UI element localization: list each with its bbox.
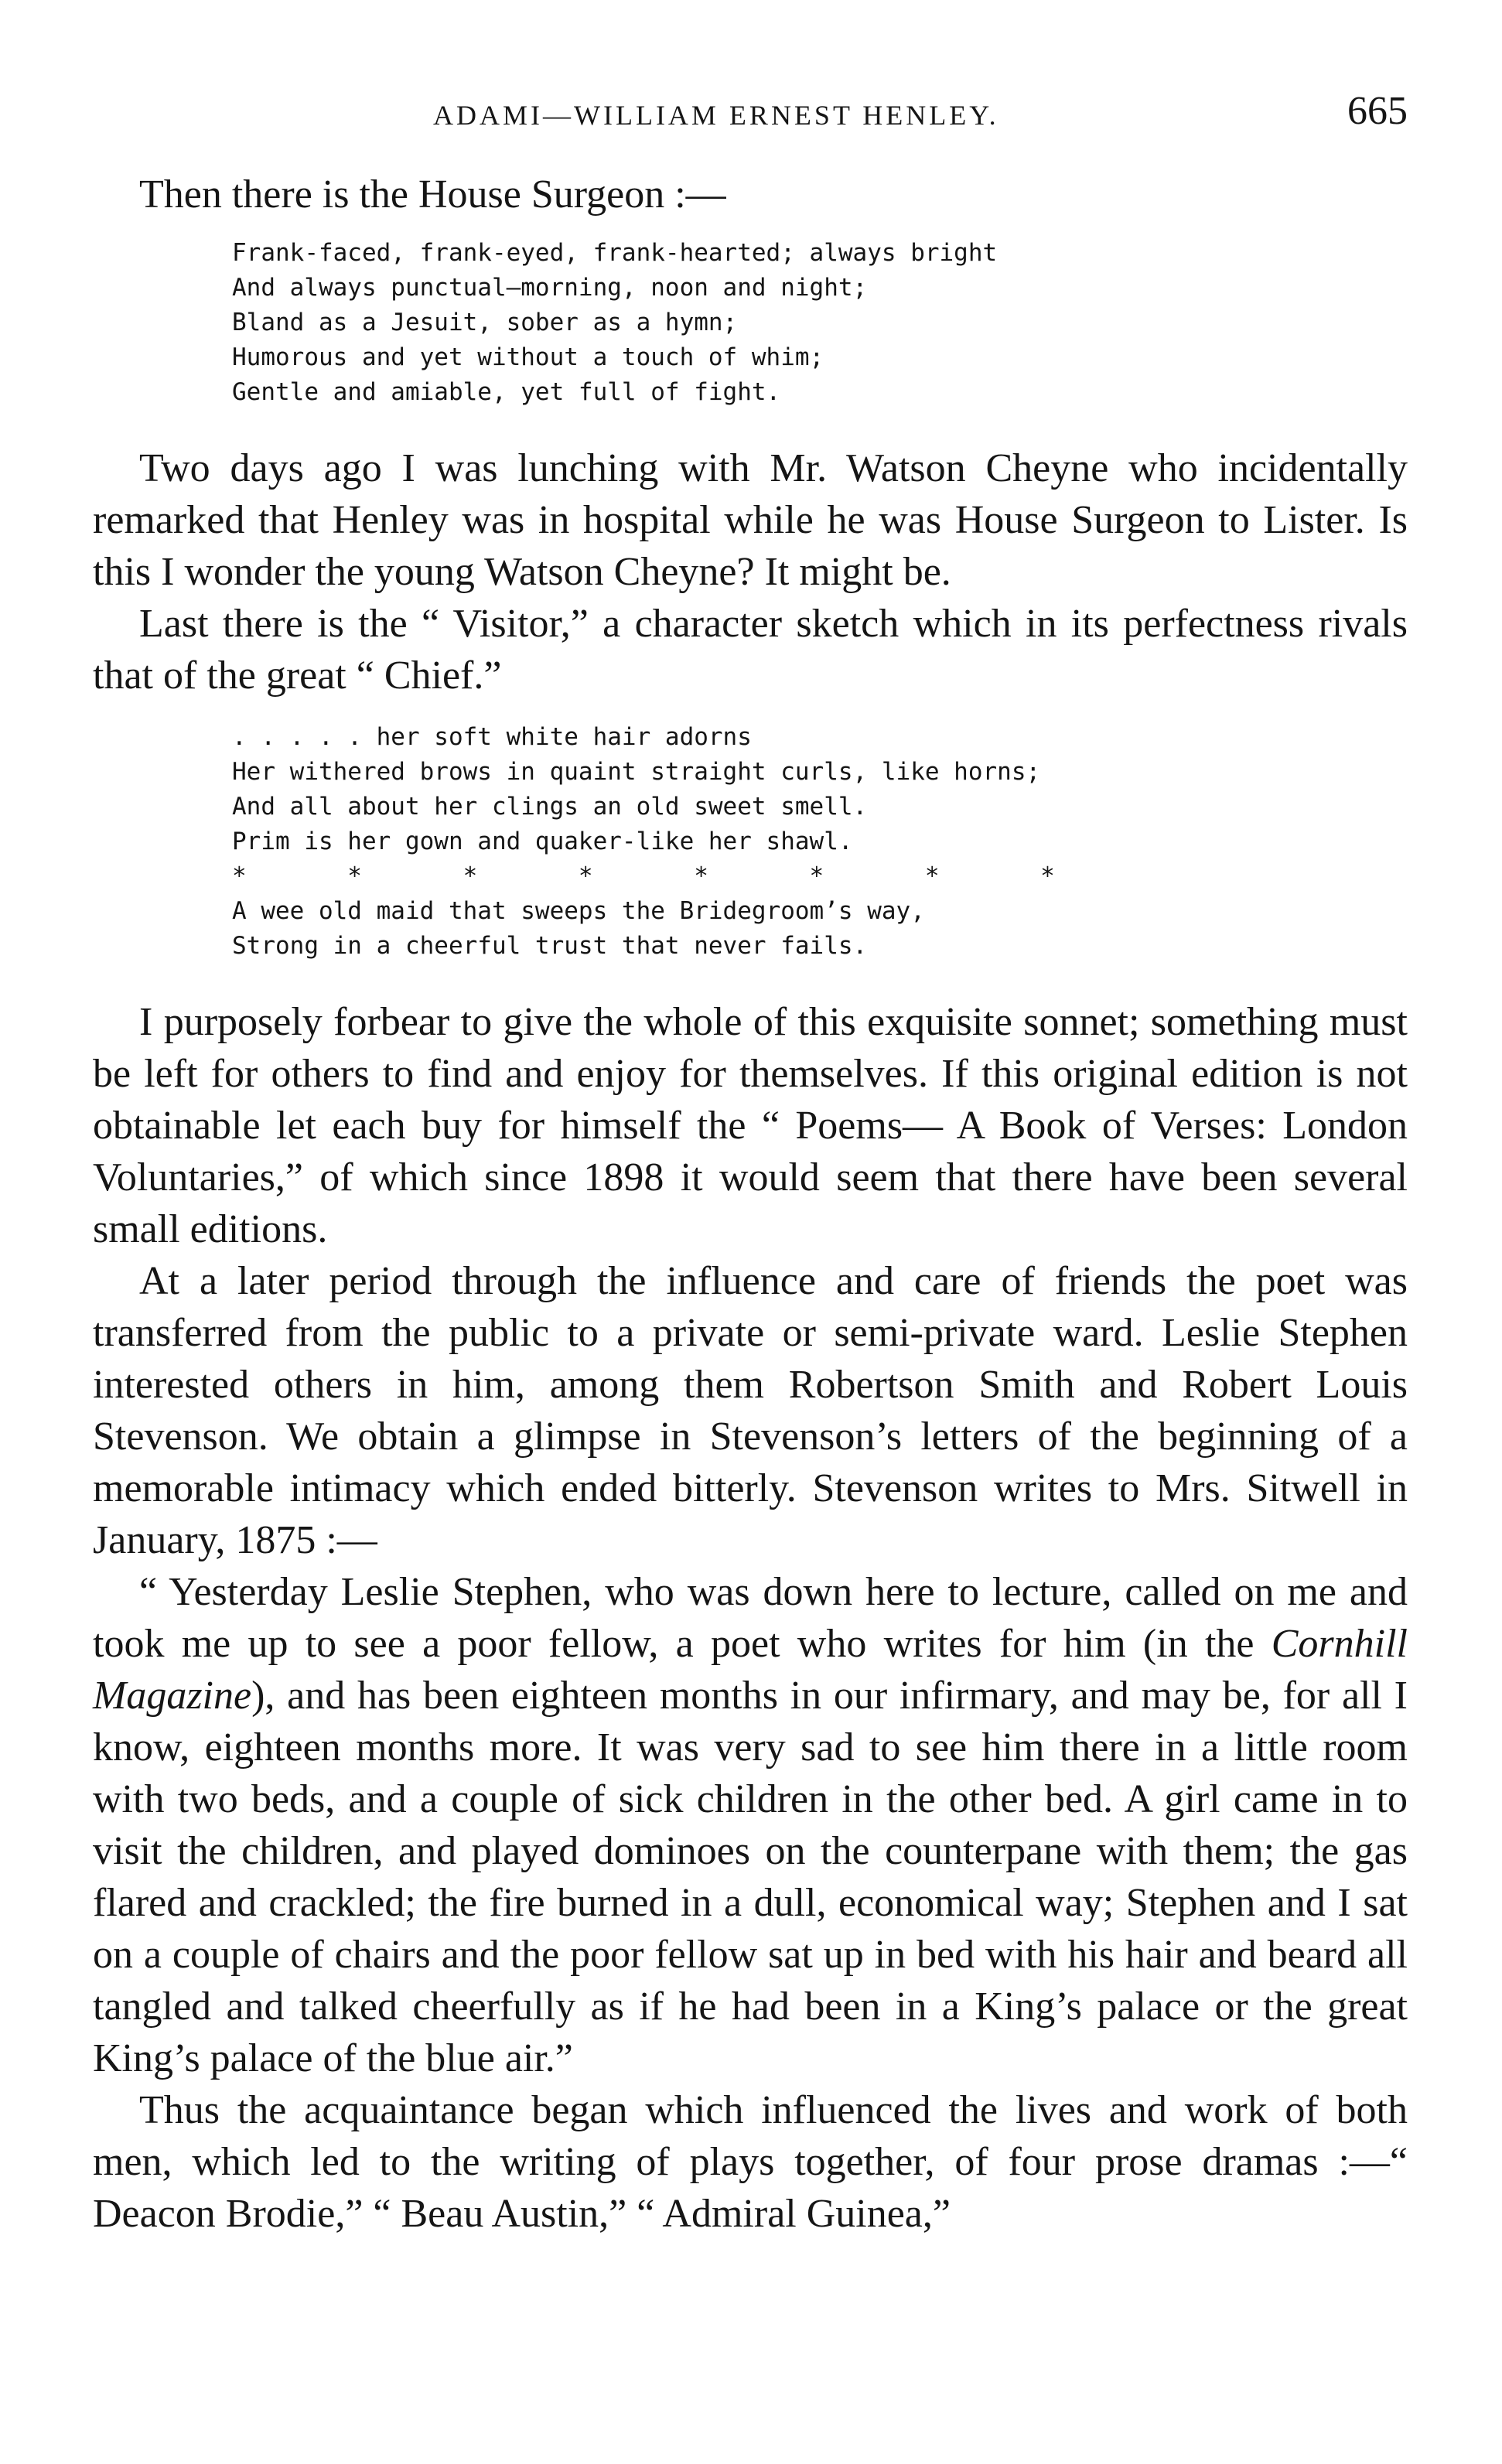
verse-line: Frank-faced, frank-eyed, frank-hearted; always bright xyxy=(232,239,998,267)
magazine-title: Cornhill Magazine xyxy=(93,1622,1408,1718)
paragraph-house-surgeon-intro: Then there is the House Surgeon :— xyxy=(139,172,726,217)
paragraph-visitor-intro: Last there is the “ Visitor,” a character sketch which in its perfectness rivals that of the great “ Chief.” xyxy=(93,602,1408,698)
verse-line: A wee old maid that sweeps the Bridegroom’s way, xyxy=(232,897,925,925)
letter-text-end: ), and has been eighteen months in our infirmary, and may be, for all I know, eighteen months more. It was very sad to see him there in a little room with two beds, and a couple of sick children in the other bed. A girl came in to visit the children, and played dominoes on the counterpane with them; the gas flared and crackled; the fire burned in a dull, economical way; Stephen and I sat on a couple of chairs and the poor fellow sat up in bed with his hair and beard all tangled and talked cheerfully as if he had been in a King’s palace or the great King’s palace of the blue air.” xyxy=(93,1674,1408,2080)
letter-text-start: “ Yesterday Leslie Stephen, who was down here to lecture, called on me and took me up to see a poor fellow, a poet who writes for him (in the xyxy=(93,1570,1408,1666)
ellipsis-stars: * * * * * * * * xyxy=(232,862,1055,890)
verse-line: Her withered brows in quaint straight curls, like horns; xyxy=(232,758,1041,786)
page-header xyxy=(93,84,1408,145)
paragraph-watson-cheyne: Two days ago I was lunching with Mr. Watson Cheyne who incidentally remarked that Henley was in hospital while he was House Surgeon to Lister. Is this I wonder the young Watson Cheyne? It might be. xyxy=(93,446,1408,594)
paragraph-sonnet-note: I purposely forbear to give the whole of this exquisite sonnet; something must be left for others to find and enjoy for themselves. If this original edition is not obtainable let each buy for himself the “ Poems— A Book of Verses: London Voluntaries,” of which since 1898 it would seem that there have been several small editions. xyxy=(93,1000,1408,1251)
page-body xyxy=(93,169,1408,2240)
verse-line: Prim is her gown and quaker-like her shawl. xyxy=(232,828,853,855)
verse-line: Gentle and amiable, yet full of fight. xyxy=(232,378,781,406)
page-number: 665 xyxy=(1347,89,1408,133)
verse-line: And always punctual—morning, noon and night; xyxy=(232,274,868,302)
running-title: ADAMI—WILLIAM ERNEST HENLEY. xyxy=(433,100,999,131)
verse-line: Humorous and yet without a touch of whim; xyxy=(232,343,824,371)
verse-line: And all about her clings an old sweet smell. xyxy=(232,793,868,821)
paragraph-private-ward: At a later period through the influence and care of friends the poet was transferred from the public to a private or semi-private ward. Leslie Stephen interested others in him, among them Robertson Smith and Robert Louis Stevenson. We obtain a glimpse in Stevenson’s letters of the beginning of a memorable intimacy which ended bitterly. Stevenson writes to Mrs. Sitwell in January, 1875 :— xyxy=(93,1259,1408,1562)
verse-line: Strong in a cheerful trust that never fails. xyxy=(232,932,868,960)
verse-house-surgeon xyxy=(232,236,1408,410)
paragraph-stevenson-letter xyxy=(93,1566,1408,2084)
verse-line: . . . . . her soft white hair adorns xyxy=(232,723,752,751)
paragraph-acquaintance: Thus the acquaintance began which influenced the lives and work of both men, which led to the writing of plays together, of four prose dramas :—“ Deacon Brodie,” “ Beau Austin,” “ Admiral Guinea,” xyxy=(93,2088,1408,2236)
verse-visitor xyxy=(232,720,1408,964)
verse-line: Bland as a Jesuit, sober as a hymn; xyxy=(232,309,738,336)
